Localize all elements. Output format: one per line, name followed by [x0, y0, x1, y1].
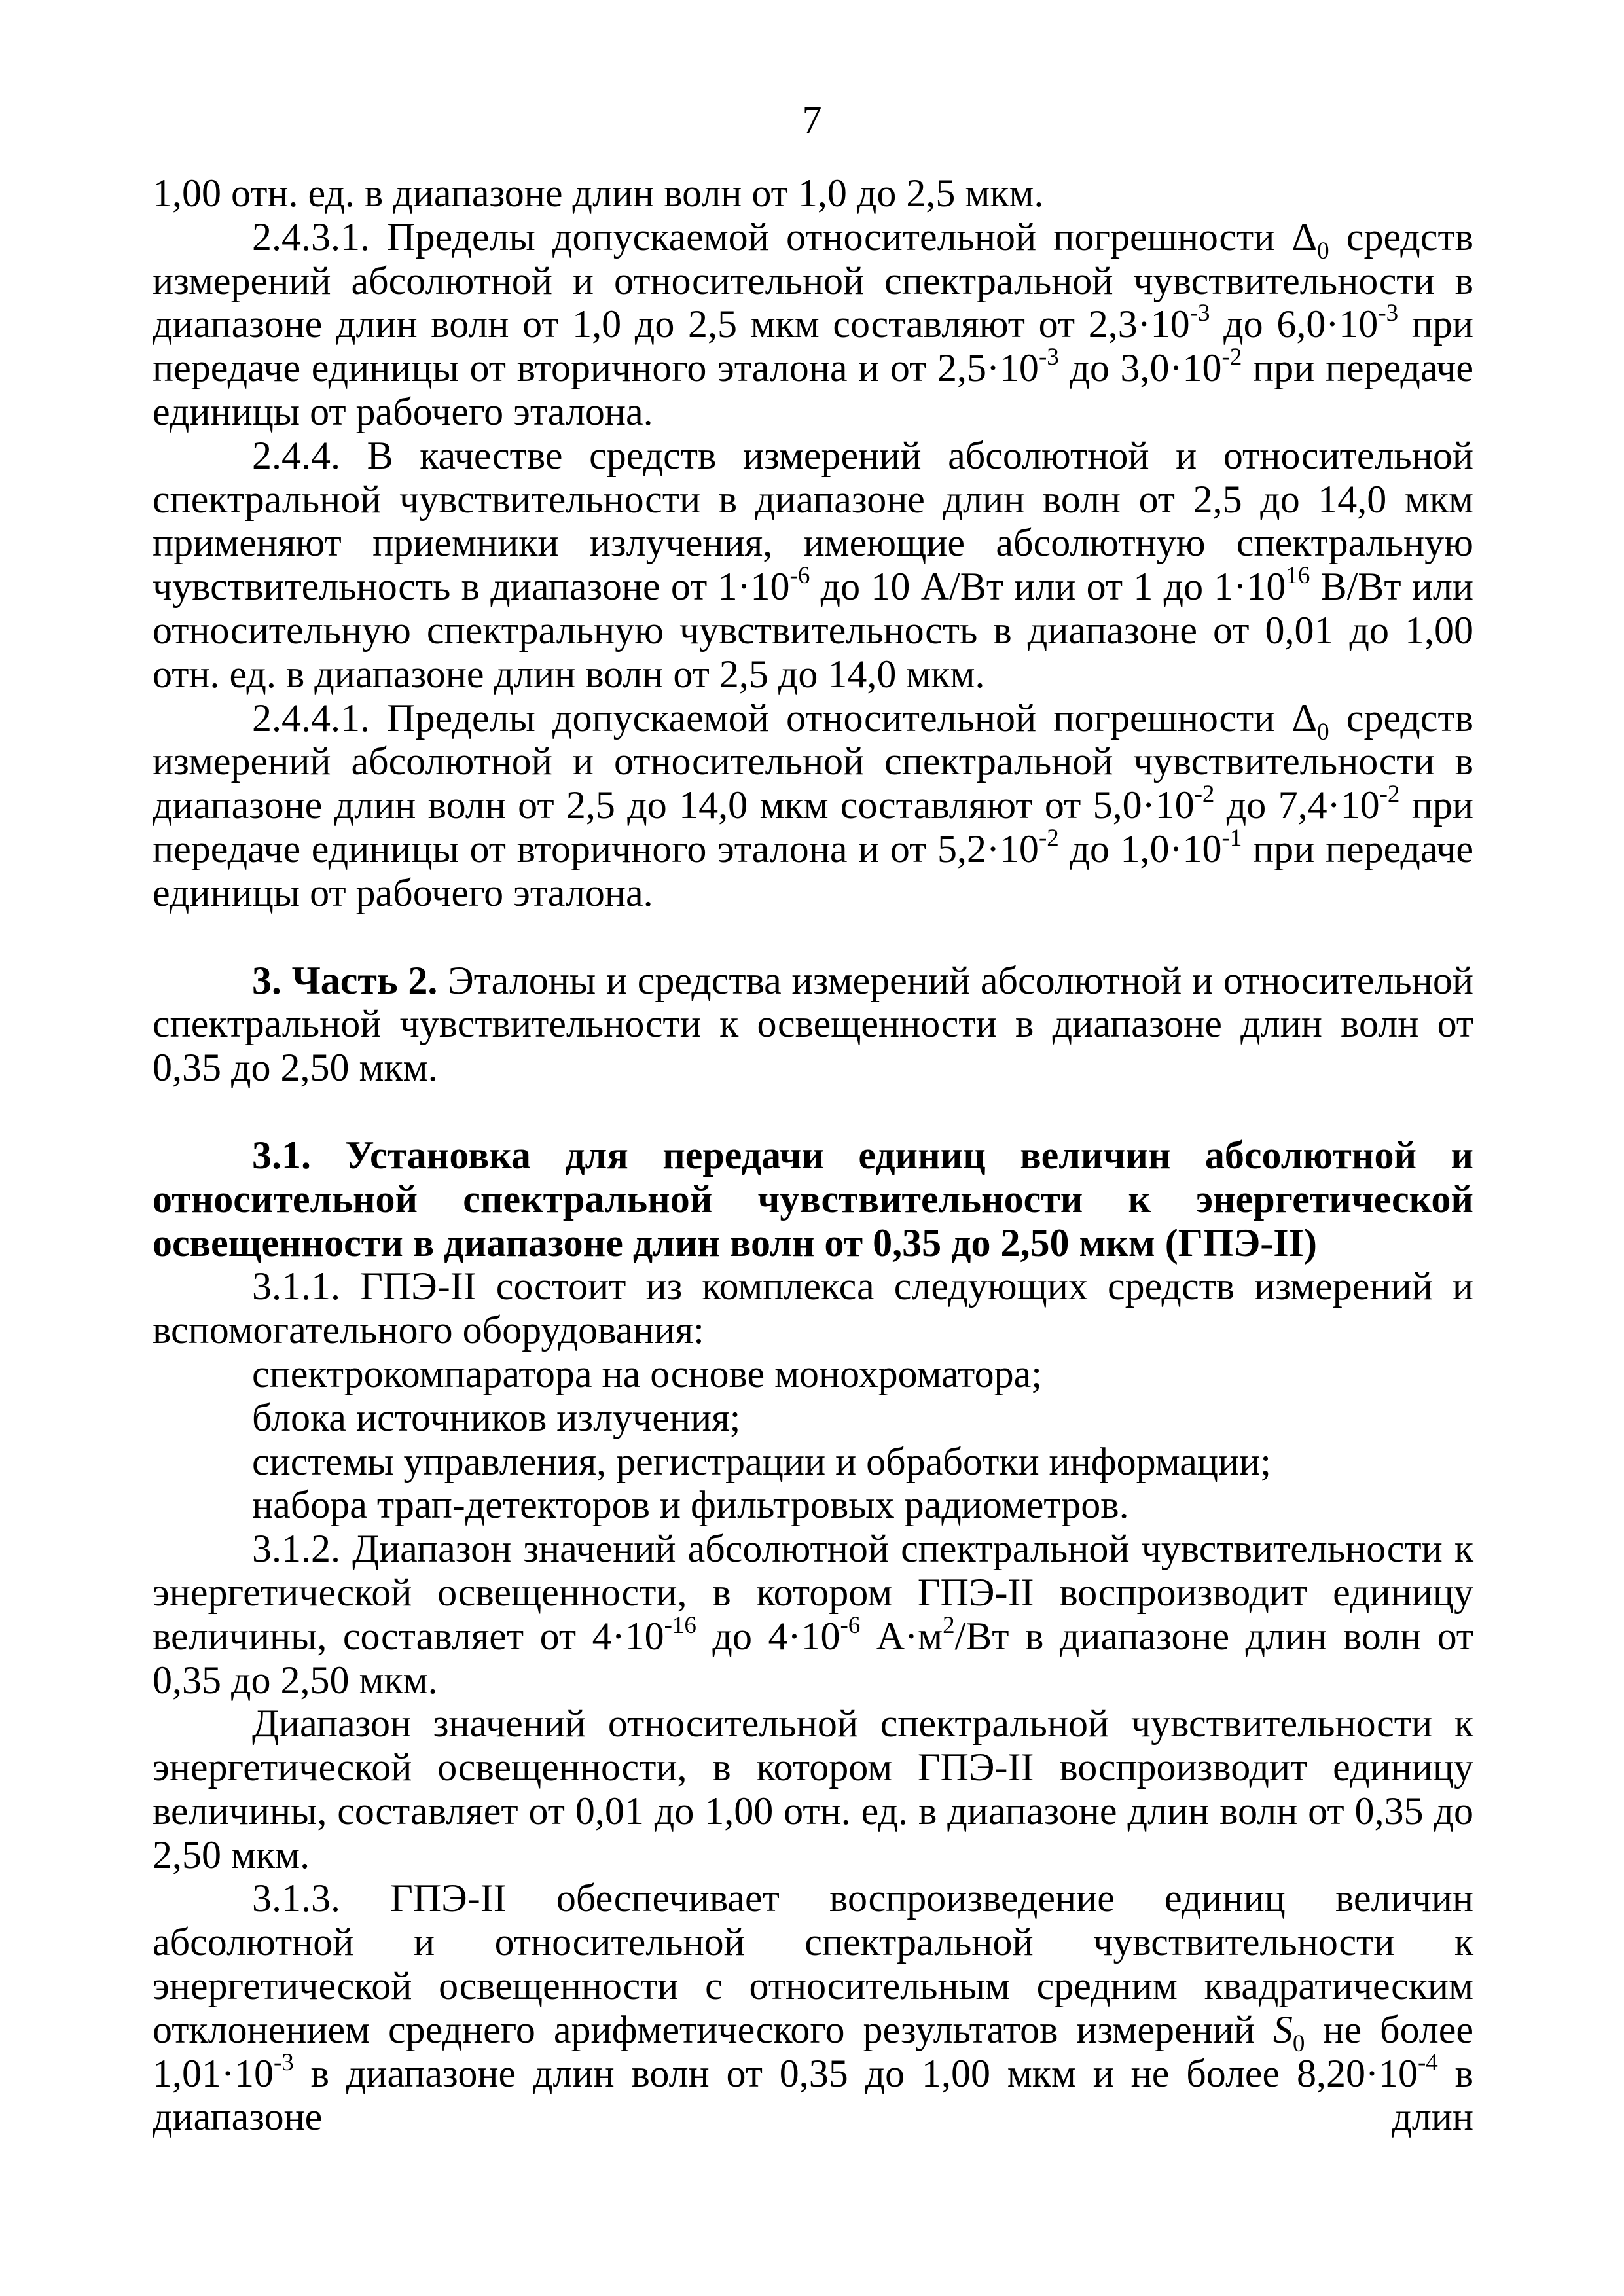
paragraph-3-1-2	[153, 1527, 1473, 1702]
text-run: в диапазоне длин волн от 0,35 до 1,00 мкм и не более 8,20·10	[293, 2051, 1418, 2095]
superscript: -3	[1189, 300, 1210, 327]
superscript: -3	[1378, 300, 1399, 327]
superscript: -2	[1038, 824, 1059, 852]
text-run: 2.4.4. В качестве средств измерений абсолютной и относительной спектральной чувствительности в диапазоне длин волн от 2,5 до 14,0 мкм применяют приемники излучения, имеющие абсолютную спектральную чувствительность в диапазоне от 1·10	[153, 433, 1473, 609]
superscript: -16	[664, 1611, 696, 1639]
paragraph-text: 1,00 отн. ед. в диапазоне длин волн от 1,0 до 2,5 мкм.	[153, 171, 1044, 215]
text-run: В/Вт или относительную спектральную чувствительность в диапазоне от 0,01 до 1,00 отн. ед. в диапазоне длин волн от 2,5 до 14,0 мкм.	[153, 565, 1473, 696]
paragraph-2-4-4-1	[153, 696, 1473, 915]
superscript: -2	[1221, 344, 1242, 371]
spacer	[153, 915, 1473, 959]
superscript: 16	[1286, 562, 1310, 590]
text-run: при передаче единицы от рабочего эталона.	[153, 346, 1473, 433]
text-run: до 7,4·10	[1214, 783, 1380, 827]
section-title: 3. Часть 2.	[252, 958, 438, 1002]
superscript: -3	[273, 2049, 294, 2076]
text-run: до 10 А/Вт или от 1 до 1·10	[810, 565, 1286, 609]
paragraph-3-1-3	[153, 1876, 1473, 2139]
section-3-heading	[153, 959, 1473, 1090]
list-item: блока источников излучения;	[252, 1395, 741, 1439]
superscript: 2	[943, 1611, 955, 1639]
text-run: 2.4.4.1. Пределы допускаемой относительной погрешности Δ	[252, 696, 1318, 740]
superscript: -6	[789, 562, 810, 590]
document-body	[153, 171, 1473, 2139]
text-run: при передаче единицы от вторичного эталона и от 2,5·10	[153, 302, 1473, 390]
superscript: -6	[840, 1611, 861, 1639]
superscript: -1	[1221, 824, 1242, 852]
text-run: при передаче единицы от рабочего эталона.	[153, 827, 1473, 914]
paragraph-text: 3.1.1. ГПЭ-II состоит из комплекса следующих средств измерений и вспомогательного оборудования:	[153, 1265, 1473, 1352]
text-run: до 1,0·10	[1058, 827, 1222, 870]
text-run: до 4·10	[696, 1614, 840, 1658]
list-item: набора трап-детекторов и фильтровых радиометров.	[252, 1483, 1129, 1527]
paragraph-2-4-4	[153, 434, 1473, 696]
superscript: -2	[1379, 781, 1400, 808]
text-run: в диапазоне длин	[153, 2051, 1473, 2139]
paragraph-text: Диапазон значений относительной спектральной чувствительности к энергетической освещенности, в котором ГПЭ-II воспроизводит единицу величины, составляет от 0,01 до 1,00 отн. ед. в диапазоне длин волн от 0,35 до 2,50 мкм.	[153, 1702, 1473, 1876]
text-run: 3.1.2. Диапазон значений абсолютной спектральной чувствительности к энергетической освещенности, в котором ГПЭ-II воспроизводит единицу величины, составляет от 4·10	[153, 1527, 1473, 1658]
text-run: средств измерений абсолютной и относительной спектральной чувствительности в диапазоне длин волн от 2,5 до 14,0 мкм составляют от 5,0·10	[153, 696, 1473, 827]
symbol: S	[1272, 2007, 1293, 2051]
text-run: при передаче единицы от вторичного эталона и от 5,2·10	[153, 783, 1473, 870]
superscript: -3	[1038, 344, 1059, 371]
subsection-title: 3.1. Установка для передачи единиц величин абсолютной и относительной спектральной чувствительности к энергетической освещенности в диапазоне длин волн от 0,35 до 2,50 мкм (ГПЭ-II)	[153, 1133, 1473, 1265]
text-run: до 6,0·10	[1210, 302, 1379, 346]
page-number: 7	[802, 98, 822, 141]
text-run: /Вт в диапазоне длин волн от 0,35 до 2,50 мкм.	[153, 1614, 1474, 1702]
text-run: до 3,0·10	[1058, 346, 1222, 390]
subscript: 0	[1317, 718, 1329, 745]
text-run: средств измерений абсолютной и относительной спектральной чувствительности в диапазоне длин волн от 1,0 до 2,5 мкм составляют от 2,3·10	[153, 215, 1473, 346]
text-run: 2.4.3.1. Пределы допускаемой относительной погрешности Δ	[252, 215, 1318, 259]
paragraph-continuation	[153, 171, 1473, 215]
paragraph-2-4-3-1	[153, 215, 1473, 434]
section-description: Эталоны и средства измерений абсолютной и относительной спектральной чувствительности к освещенности в диапазоне длин волн от 0,35 до 2,50 мкм.	[153, 958, 1473, 1090]
section-3-1-heading	[153, 1134, 1473, 1265]
paragraph-3-1-1	[153, 1265, 1473, 1352]
list-item: системы управления, регистрации и обработки информации;	[252, 1439, 1271, 1483]
text-run: не более 1,01·10	[153, 2007, 1473, 2095]
text-run: 3.1.3. ГПЭ-II обеспечивает воспроизведение единиц величин абсолютной и относительной спектральной чувствительности к энергетической освещенности с относительным средним квадратическим отклонением среднего арифметического результатов измерений	[153, 1876, 1473, 2051]
subscript: 0	[1317, 237, 1329, 264]
superscript: -4	[1417, 2049, 1438, 2076]
list-item: спектрокомпаратора на основе монохроматора;	[252, 1352, 1042, 1395]
paragraph-3-1-2-relative	[153, 1702, 1473, 1876]
text-run: А·м	[860, 1614, 943, 1658]
spacer	[153, 1090, 1473, 1134]
superscript: -2	[1194, 781, 1215, 808]
subscript: 0	[1292, 2030, 1305, 2057]
